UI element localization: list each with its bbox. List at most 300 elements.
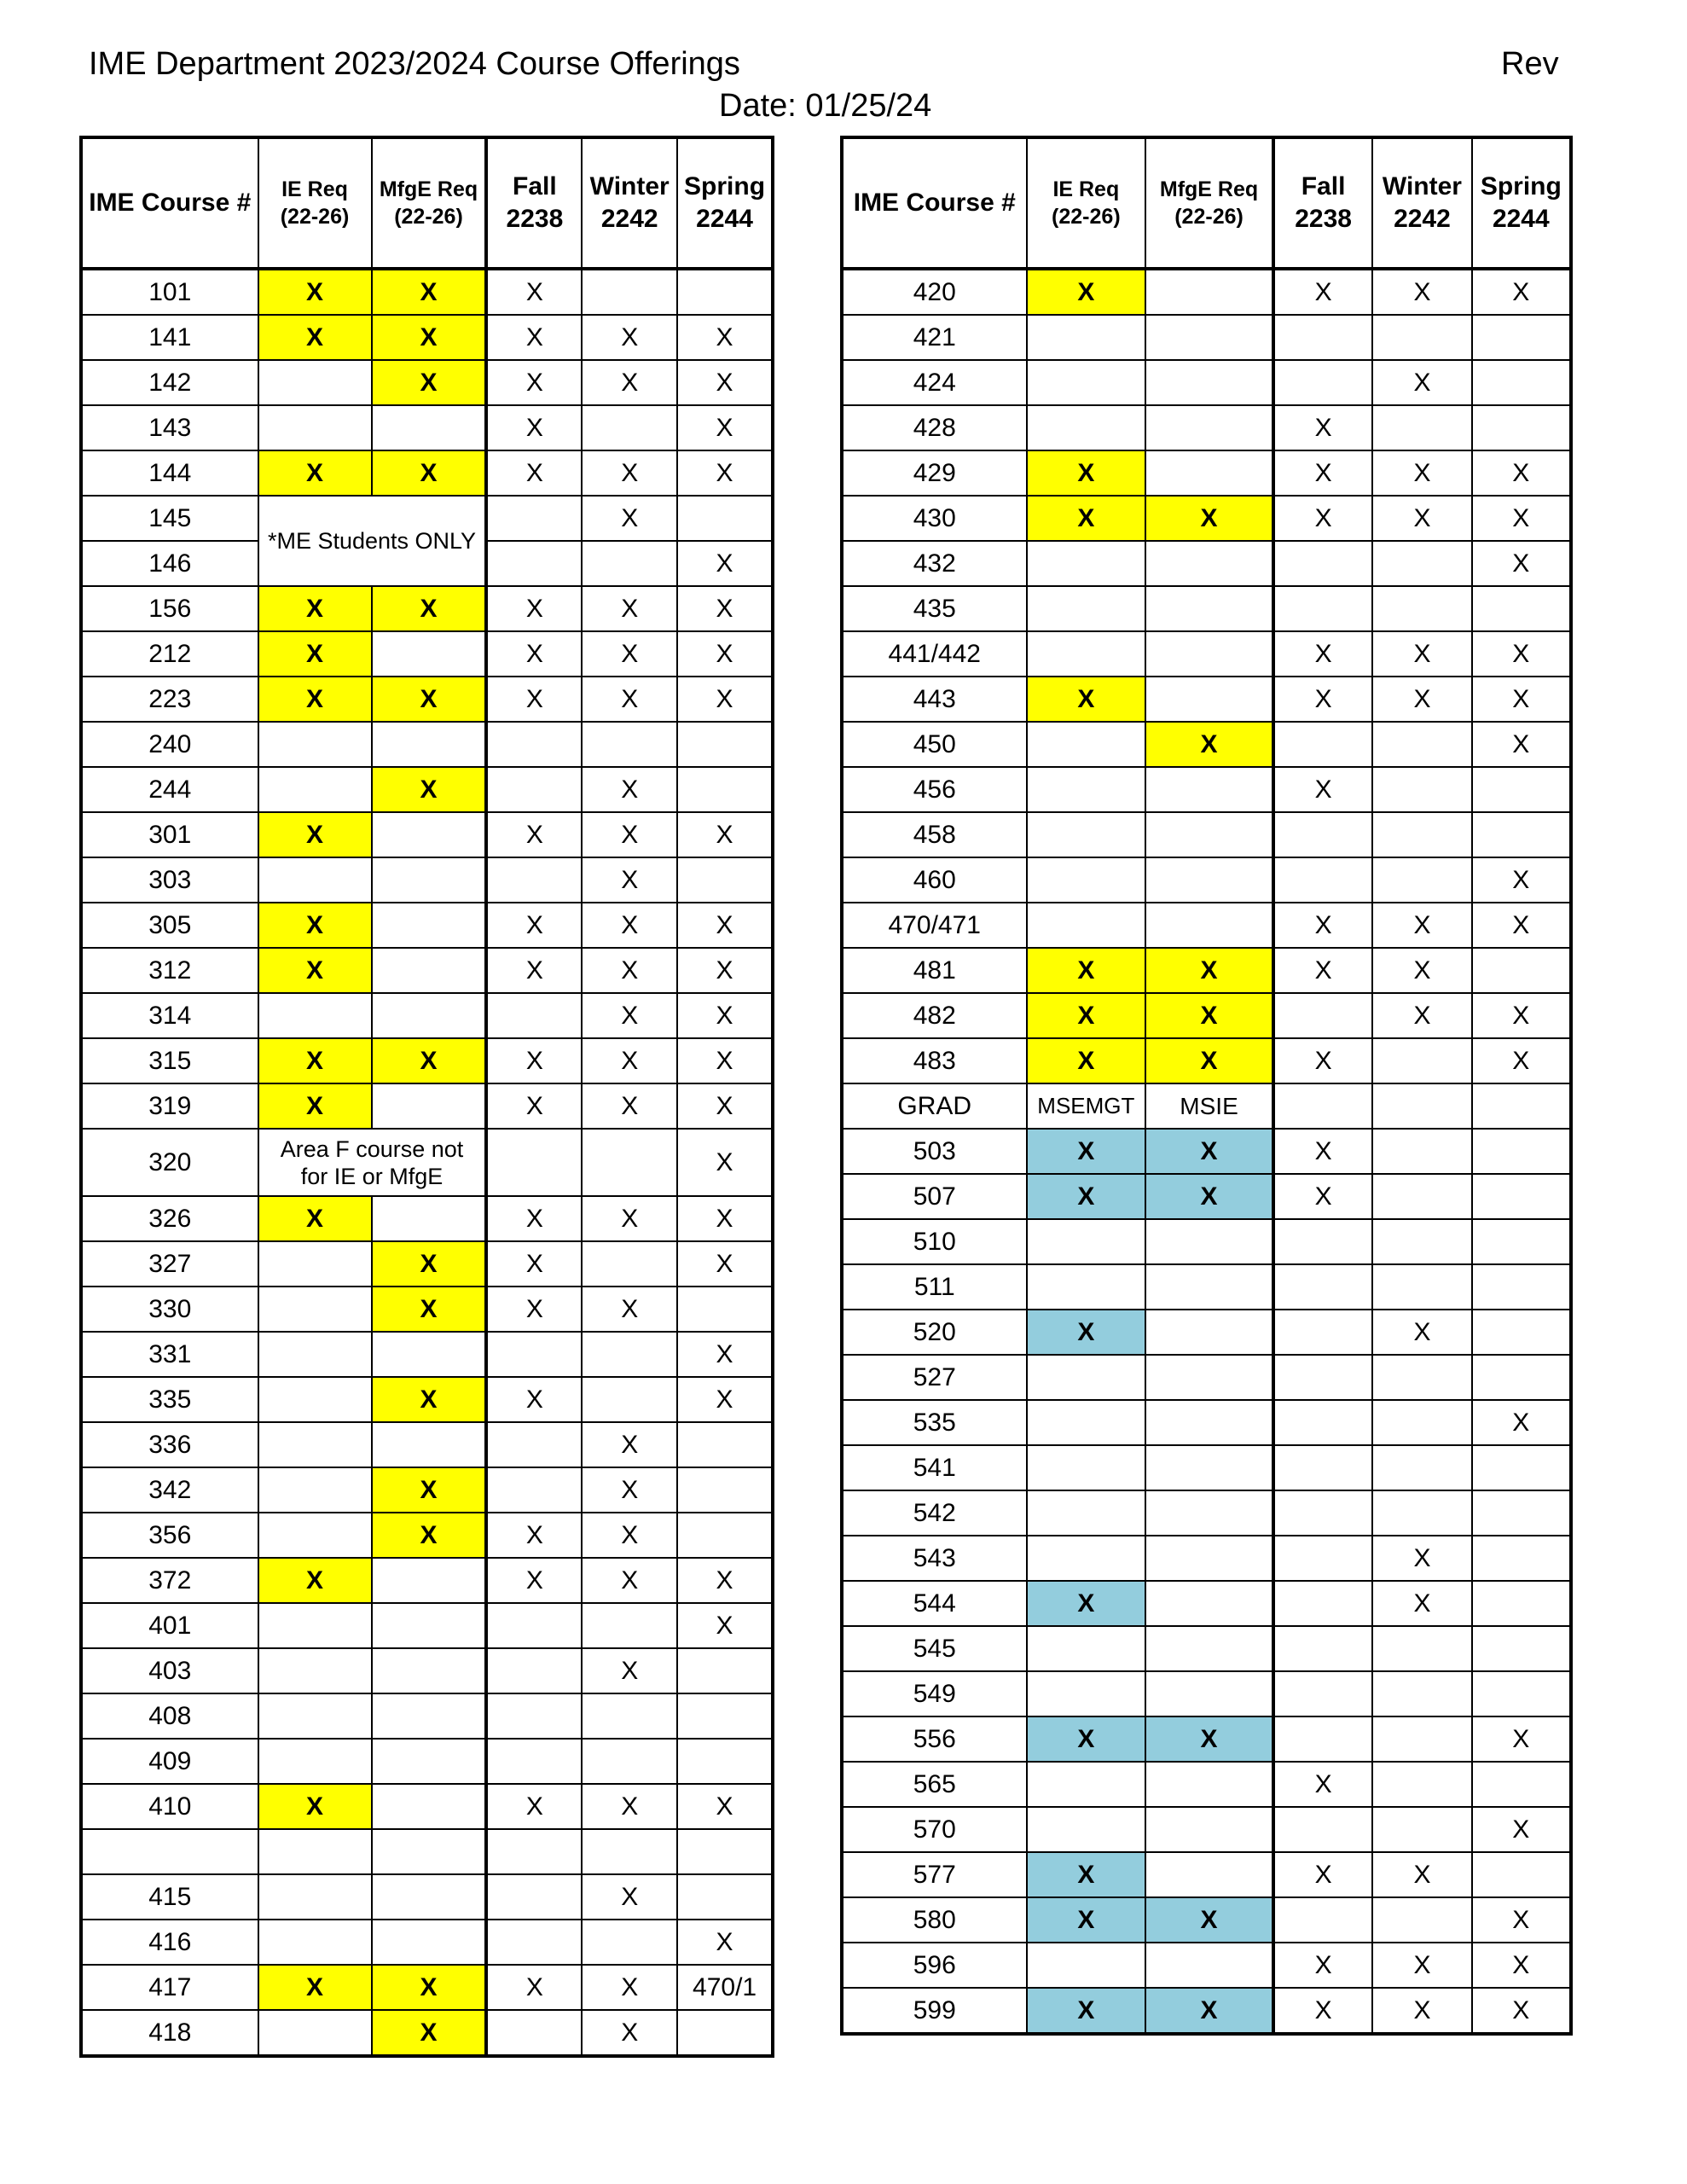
spring-cell: X — [677, 1196, 773, 1241]
ie-req-cell: X — [258, 1196, 372, 1241]
winter-cell: X — [1372, 903, 1471, 948]
fall-cell — [1273, 1807, 1372, 1852]
ie-req-cell: X — [258, 812, 372, 857]
mfge-req-cell — [372, 1332, 487, 1377]
fall-cell — [1273, 812, 1372, 857]
spring-cell — [677, 722, 773, 767]
winter-cell — [1372, 1626, 1471, 1671]
course-number-cell: 527 — [842, 1355, 1027, 1400]
ie-req-cell: X — [1027, 1174, 1146, 1219]
mfge-req-cell: X — [1145, 1174, 1273, 1219]
winter-cell: X — [1372, 1536, 1471, 1581]
ie-req-cell — [258, 857, 372, 903]
spring-cell: X — [1472, 1897, 1571, 1943]
mfge-req-cell — [1145, 450, 1273, 496]
course-row — [81, 1558, 773, 1603]
mfge-req-cell: X — [372, 1241, 487, 1287]
course-number-cell: 223 — [81, 677, 258, 722]
spring-cell: X — [677, 405, 773, 450]
mfge-req-cell — [372, 1693, 487, 1739]
fall-cell — [1273, 1445, 1372, 1490]
winter-cell — [582, 1693, 677, 1739]
date-label: Date: 01/25/24 — [719, 88, 932, 124]
spring-cell: X — [677, 1083, 773, 1129]
mfge-req-cell: X — [372, 1965, 487, 2010]
mfge-req-cell: X — [372, 1287, 487, 1332]
winter-cell — [582, 1129, 677, 1196]
fall-cell — [486, 1920, 582, 1965]
mfge-req-cell: X — [372, 1377, 487, 1422]
course-number-cell: 580 — [842, 1897, 1027, 1943]
course-number-cell: 335 — [81, 1377, 258, 1422]
course-number-cell: 372 — [81, 1558, 258, 1603]
course-number-cell: 410 — [81, 1784, 258, 1829]
fall-cell: X — [486, 360, 582, 405]
ie-req-cell: X — [258, 1038, 372, 1083]
mfge-req-cell — [372, 1739, 487, 1784]
course-row — [81, 1422, 773, 1467]
ie-req-cell — [1027, 1490, 1146, 1536]
mfge-req-cell — [372, 993, 487, 1038]
winter-cell — [582, 541, 677, 586]
mfge-req-cell — [1145, 1807, 1273, 1852]
course-row — [842, 1174, 1571, 1219]
course-number-cell — [81, 1829, 258, 1874]
ie-req-cell: X — [258, 1965, 372, 2010]
course-number-cell: 520 — [842, 1310, 1027, 1355]
course-row — [81, 405, 773, 450]
spring-cell — [677, 767, 773, 812]
fall-cell: X — [486, 1513, 582, 1558]
winter-cell: X — [1372, 677, 1471, 722]
winter-cell — [1372, 1083, 1471, 1129]
spring-cell — [1472, 1355, 1571, 1400]
course-number-cell: 432 — [842, 541, 1027, 586]
winter-cell — [582, 1603, 677, 1648]
mfge-req-cell — [372, 948, 487, 993]
fall-cell — [486, 993, 582, 1038]
fall-cell: X — [486, 1558, 582, 1603]
course-number-cell: 418 — [81, 2010, 258, 2056]
mfge-req-cell: X — [372, 1513, 487, 1558]
winter-cell — [1372, 1490, 1471, 1536]
winter-cell — [1372, 1264, 1471, 1310]
course-number-cell: 145 — [81, 496, 258, 541]
winter-cell: X — [582, 767, 677, 812]
winter-cell: X — [582, 1648, 677, 1693]
ie-req-cell — [1027, 1671, 1146, 1716]
course-row — [81, 1739, 773, 1784]
winter-cell: X — [1372, 993, 1471, 1038]
course-row — [81, 1874, 773, 1920]
spring-cell — [677, 1467, 773, 1513]
ie-req-cell — [1027, 722, 1146, 767]
course-number-cell: 144 — [81, 450, 258, 496]
spring-cell — [677, 496, 773, 541]
course-row — [842, 948, 1571, 993]
course-row — [842, 1626, 1571, 1671]
fall-cell — [1273, 1264, 1372, 1310]
course-row — [842, 631, 1571, 677]
winter-cell — [1372, 1038, 1471, 1083]
course-number-cell: 326 — [81, 1196, 258, 1241]
winter-cell: X — [582, 586, 677, 631]
course-number-cell: 342 — [81, 1467, 258, 1513]
fall-cell: X — [486, 1241, 582, 1287]
ie-req-cell: X — [1027, 677, 1146, 722]
mfge-req-cell: X — [1145, 1038, 1273, 1083]
course-row — [81, 812, 773, 857]
course-row — [842, 1807, 1571, 1852]
ie-req-cell: X — [258, 903, 372, 948]
fall-cell — [486, 541, 582, 586]
spring-cell: X — [1472, 496, 1571, 541]
fall-cell: X — [1273, 948, 1372, 993]
course-row — [81, 903, 773, 948]
course-row — [842, 812, 1571, 857]
ie-req-cell — [258, 405, 372, 450]
header-row — [81, 137, 773, 269]
winter-cell — [582, 1739, 677, 1784]
spring-cell — [677, 1422, 773, 1467]
spring-cell — [677, 857, 773, 903]
spring-cell: X — [677, 812, 773, 857]
course-number-cell: 511 — [842, 1264, 1027, 1310]
winter-cell: X — [582, 1422, 677, 1467]
course-row — [842, 1716, 1571, 1762]
ie-req-cell — [1027, 812, 1146, 857]
fall-cell — [486, 1874, 582, 1920]
mfge-req-cell: X — [372, 1038, 487, 1083]
ie-req-cell — [258, 1467, 372, 1513]
course-row — [842, 677, 1571, 722]
ie-req-cell: X — [258, 1558, 372, 1603]
ie-req-cell — [1027, 1762, 1146, 1807]
winter-cell: X — [1372, 496, 1471, 541]
course-number-cell: 443 — [842, 677, 1027, 722]
fall-cell: X — [486, 1965, 582, 2010]
winter-cell — [1372, 586, 1471, 631]
winter-cell: X — [1372, 631, 1471, 677]
course-number-cell: 510 — [842, 1219, 1027, 1264]
mfge-req-cell: X — [1145, 1988, 1273, 2034]
course-number-cell: 330 — [81, 1287, 258, 1332]
course-row — [81, 993, 773, 1038]
ie-req-cell — [258, 767, 372, 812]
fall-cell — [1273, 993, 1372, 1038]
mfge-req-cell — [1145, 1219, 1273, 1264]
ie-req-cell — [1027, 631, 1146, 677]
spring-cell: X — [677, 993, 773, 1038]
mfge-req-cell — [372, 722, 487, 767]
course-row — [81, 450, 773, 496]
spring-cell — [1472, 360, 1571, 405]
course-number-cell: 470/471 — [842, 903, 1027, 948]
col-header-winter: Winter 2242 — [582, 137, 677, 269]
mfge-req-cell: X — [1145, 1716, 1273, 1762]
mfge-req-cell — [372, 903, 487, 948]
course-number-cell: 507 — [842, 1174, 1027, 1219]
winter-cell: X — [582, 1558, 677, 1603]
course-number-cell: 535 — [842, 1400, 1027, 1445]
course-number-cell: 542 — [842, 1490, 1027, 1536]
course-row — [842, 1038, 1571, 1083]
course-row — [81, 586, 773, 631]
winter-cell: X — [582, 450, 677, 496]
spring-cell: X — [677, 541, 773, 586]
mfge-req-cell: X — [1145, 1129, 1273, 1174]
fall-cell — [1273, 1671, 1372, 1716]
course-row — [81, 2010, 773, 2056]
fall-cell — [1273, 1581, 1372, 1626]
course-number-cell: 320 — [81, 1129, 258, 1196]
left-course-table — [79, 136, 774, 2058]
fall-cell: X — [486, 948, 582, 993]
col-header-mfge-req: MfgE Req (22-26) — [372, 137, 487, 269]
course-number-cell: 481 — [842, 948, 1027, 993]
course-number-cell: 315 — [81, 1038, 258, 1083]
fall-cell — [1273, 1626, 1372, 1671]
spring-cell — [1472, 1445, 1571, 1490]
spring-cell — [677, 1648, 773, 1693]
mfge-req-cell — [1145, 1400, 1273, 1445]
ie-req-cell: X — [258, 315, 372, 360]
course-row — [842, 857, 1571, 903]
fall-cell: X — [486, 1377, 582, 1422]
course-number-cell: 458 — [842, 812, 1027, 857]
course-row — [842, 315, 1571, 360]
spring-cell: X — [677, 315, 773, 360]
fall-cell — [486, 1332, 582, 1377]
winter-cell — [1372, 1671, 1471, 1716]
fall-cell — [1273, 1355, 1372, 1400]
ie-req-cell — [1027, 1536, 1146, 1581]
spring-cell — [677, 1513, 773, 1558]
ie-req-cell — [1027, 1807, 1146, 1852]
course-number-cell: 314 — [81, 993, 258, 1038]
spring-cell — [1472, 1219, 1571, 1264]
course-number-cell: 556 — [842, 1716, 1027, 1762]
winter-cell: X — [582, 631, 677, 677]
spring-cell: X — [677, 948, 773, 993]
mfge-req-cell — [1145, 1536, 1273, 1581]
col-header-course: IME Course # — [842, 137, 1027, 269]
course-number-cell: 303 — [81, 857, 258, 903]
ie-req-cell: MSEMGT — [1027, 1083, 1146, 1129]
course-row — [81, 1083, 773, 1129]
course-row — [842, 405, 1571, 450]
winter-cell: X — [582, 857, 677, 903]
ie-req-cell: X — [1027, 1310, 1146, 1355]
spring-cell: X — [677, 1332, 773, 1377]
mfge-req-cell — [1145, 1264, 1273, 1310]
ie-req-cell — [1027, 1219, 1146, 1264]
ie-req-cell — [258, 1241, 372, 1287]
spring-cell — [677, 1874, 773, 1920]
spring-cell: X — [1472, 450, 1571, 496]
spring-cell: X — [677, 1558, 773, 1603]
mfge-req-cell: X — [372, 586, 487, 631]
winter-cell — [1372, 722, 1471, 767]
mfge-req-cell — [372, 857, 487, 903]
fall-cell: X — [486, 903, 582, 948]
ie-req-cell — [258, 1603, 372, 1648]
course-row — [842, 1581, 1571, 1626]
revision-label: Rev — [1501, 46, 1559, 82]
winter-cell — [1372, 1174, 1471, 1219]
course-row — [842, 586, 1571, 631]
mfge-req-cell — [372, 1829, 487, 1874]
spring-cell — [1472, 405, 1571, 450]
course-number-cell: 141 — [81, 315, 258, 360]
fall-cell — [486, 767, 582, 812]
ie-req-cell: X — [258, 1083, 372, 1129]
course-number-cell: 503 — [842, 1129, 1027, 1174]
fall-cell: X — [486, 1196, 582, 1241]
course-row — [81, 1829, 773, 1874]
spring-cell: X — [1472, 1807, 1571, 1852]
fall-cell: X — [486, 812, 582, 857]
course-row — [842, 993, 1571, 1038]
course-row — [81, 767, 773, 812]
fall-cell: X — [1273, 677, 1372, 722]
fall-cell — [486, 1739, 582, 1784]
mfge-req-cell: X — [372, 450, 487, 496]
winter-cell: X — [582, 1513, 677, 1558]
winter-cell: X — [1372, 1988, 1471, 2034]
winter-cell — [582, 405, 677, 450]
col-header-ie-req: IE Req (22-26) — [258, 137, 372, 269]
mfge-req-cell — [1145, 1671, 1273, 1716]
mfge-req-cell — [372, 1603, 487, 1648]
fall-cell — [486, 1422, 582, 1467]
course-row — [81, 1038, 773, 1083]
winter-cell: X — [582, 360, 677, 405]
spring-cell — [1472, 1083, 1571, 1129]
course-number-cell: 420 — [842, 269, 1027, 315]
course-number-cell: 570 — [842, 1807, 1027, 1852]
spring-cell: X — [1472, 903, 1571, 948]
mfge-req-cell — [1145, 1355, 1273, 1400]
ie-req-cell — [258, 1874, 372, 1920]
winter-cell — [582, 722, 677, 767]
course-number-cell: 403 — [81, 1648, 258, 1693]
fall-cell: X — [1273, 1762, 1372, 1807]
winter-cell: X — [1372, 1310, 1471, 1355]
course-number-cell: 416 — [81, 1920, 258, 1965]
mfge-req-cell — [1145, 1852, 1273, 1897]
fall-cell: X — [1273, 903, 1372, 948]
col-header-mfge-req: MfgE Req (22-26) — [1145, 137, 1273, 269]
winter-cell: X — [582, 1287, 677, 1332]
course-row — [842, 903, 1571, 948]
winter-cell — [1372, 315, 1471, 360]
winter-cell: X — [582, 1196, 677, 1241]
fall-cell: X — [486, 450, 582, 496]
spring-cell: X — [1472, 857, 1571, 903]
spring-cell — [1472, 1762, 1571, 1807]
mfge-req-cell — [1145, 1626, 1273, 1671]
winter-cell: X — [582, 993, 677, 1038]
fall-cell: X — [1273, 496, 1372, 541]
spring-cell — [1472, 315, 1571, 360]
mfge-req-cell — [1145, 767, 1273, 812]
mfge-req-cell: MSIE — [1145, 1083, 1273, 1129]
spring-cell: X — [677, 1603, 773, 1648]
ie-req-cell — [1027, 1355, 1146, 1400]
spring-cell — [1472, 812, 1571, 857]
ie-req-cell — [258, 1920, 372, 1965]
spring-cell — [677, 2010, 773, 2056]
ie-req-cell — [258, 1739, 372, 1784]
fall-cell — [486, 722, 582, 767]
fall-cell: X — [1273, 1129, 1372, 1174]
fall-cell: X — [1273, 450, 1372, 496]
winter-cell — [1372, 1762, 1471, 1807]
fall-cell: X — [486, 1287, 582, 1332]
course-row — [842, 1445, 1571, 1490]
spring-cell: X — [677, 677, 773, 722]
course-number-cell: 450 — [842, 722, 1027, 767]
mfge-req-cell — [372, 631, 487, 677]
winter-cell — [582, 1920, 677, 1965]
mfge-req-cell — [1145, 857, 1273, 903]
course-row — [842, 722, 1571, 767]
ie-req-cell: X — [258, 631, 372, 677]
ie-req-cell — [1027, 1943, 1146, 1988]
spring-cell: X — [1472, 677, 1571, 722]
mfge-req-cell — [1145, 405, 1273, 450]
winter-cell: X — [582, 812, 677, 857]
course-number-cell: GRAD — [842, 1083, 1027, 1129]
ie-req-cell: X — [1027, 1038, 1146, 1083]
winter-cell: X — [582, 2010, 677, 2056]
course-row — [81, 948, 773, 993]
fall-cell: X — [1273, 767, 1372, 812]
course-row — [842, 1219, 1571, 1264]
ie-req-cell: X — [1027, 496, 1146, 541]
ie-req-cell — [258, 360, 372, 405]
course-row — [81, 677, 773, 722]
note-cell: *ME Students ONLY — [258, 496, 487, 586]
course-row — [81, 1693, 773, 1739]
ie-req-cell: X — [1027, 1988, 1146, 2034]
fall-cell — [1273, 1219, 1372, 1264]
course-number-cell: 483 — [842, 1038, 1027, 1083]
course-number-cell: 429 — [842, 450, 1027, 496]
spring-cell: X — [1472, 1988, 1571, 2034]
winter-cell: X — [582, 1083, 677, 1129]
course-row — [81, 1965, 773, 2010]
spring-cell — [1472, 948, 1571, 993]
fall-cell — [1273, 722, 1372, 767]
ie-req-cell — [1027, 586, 1146, 631]
winter-cell — [582, 1332, 677, 1377]
mfge-req-cell — [1145, 1581, 1273, 1626]
course-number-cell: 541 — [842, 1445, 1027, 1490]
winter-cell: X — [582, 1784, 677, 1829]
course-number-cell: 482 — [842, 993, 1027, 1038]
ie-req-cell — [1027, 1445, 1146, 1490]
page-title: IME Department 2023/2024 Course Offerings — [89, 46, 740, 82]
fall-cell — [1273, 1083, 1372, 1129]
right-course-table — [840, 136, 1573, 2036]
spring-cell: X — [677, 360, 773, 405]
course-row — [81, 631, 773, 677]
spring-cell: X — [677, 1038, 773, 1083]
course-number-cell: 305 — [81, 903, 258, 948]
course-number-cell: 327 — [81, 1241, 258, 1287]
